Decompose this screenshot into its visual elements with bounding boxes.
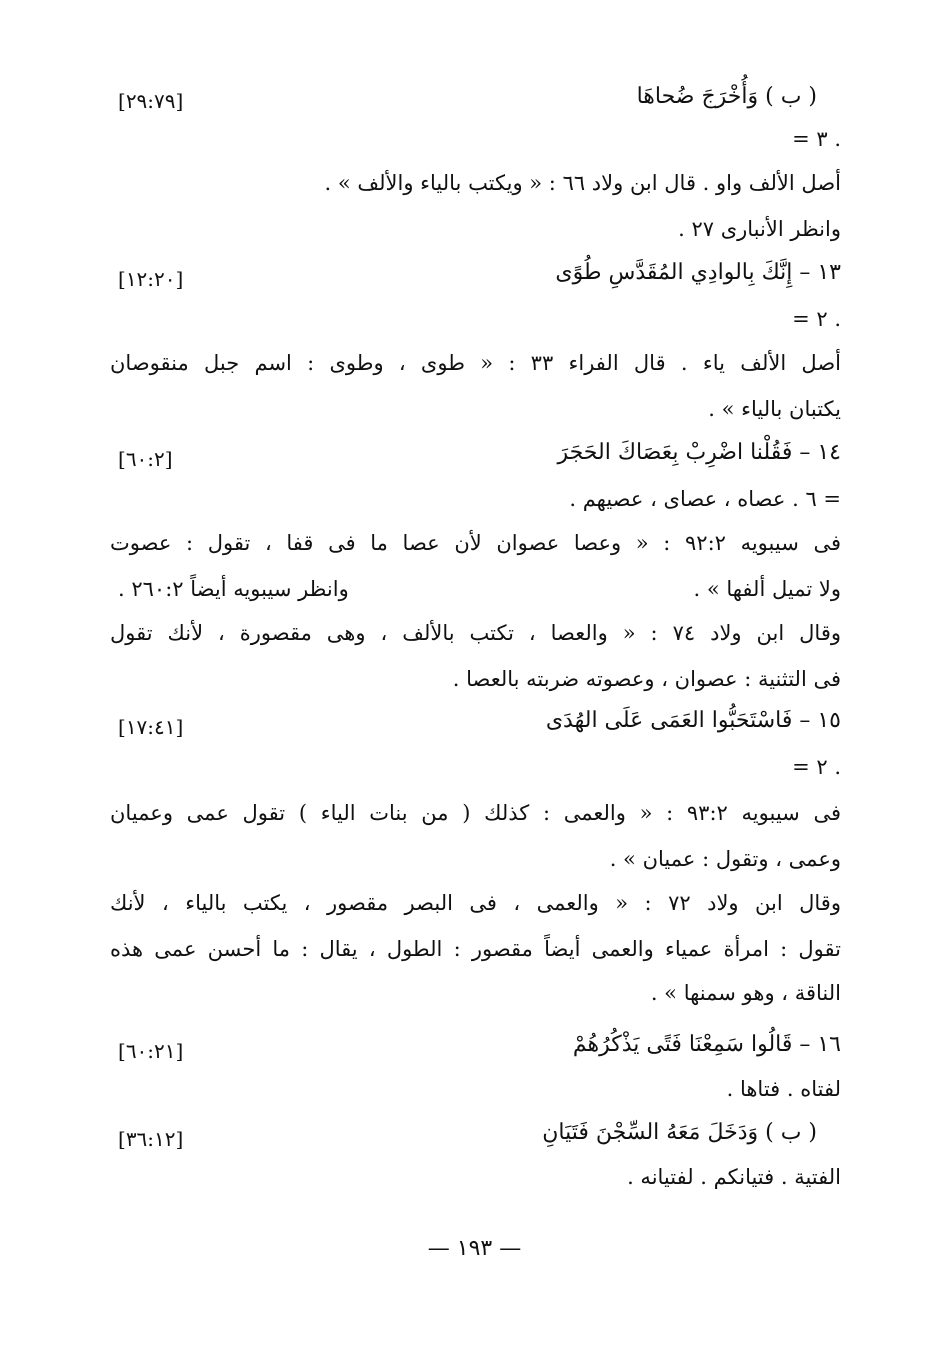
text-line: تقول : امرأة عمياء والعمى أيضاً مقصور : الطول ، يقال : ما أحسن عمى هذه	[110, 937, 841, 961]
verse-reference: [١٧:٤١]	[118, 715, 184, 739]
text-line: وانظر الأنبارى ٢٧ .	[678, 217, 841, 241]
verse-line: ١٥ – فَاسْتَحَبُّوا العَمَى عَلَى الهُدَى	[545, 708, 841, 733]
verse-line: ١٤ – فَقُلْنا اضْرِبْ بِعَصَاكَ الحَجَرَ	[557, 440, 841, 465]
verse-reference: [١٢:٢٠]	[118, 267, 184, 291]
verse-reference: [٦٠:٢١]	[118, 1039, 184, 1063]
verse-line: ١٣ – إِنَّكَ بِالوادِي المُقَدَّسِ طُوًى	[555, 260, 841, 285]
verse-line: ( ب ) وَدَخَلَ مَعَهُ السِّجْنَ فَتَيَانِ	[542, 1120, 817, 1145]
text-line: = ٢ .	[792, 307, 841, 331]
text-line: = ٦ . عصاه ، عصاى ، عصيهم .	[569, 487, 841, 511]
verse-reference: [٢٩:٧٩]	[118, 89, 184, 113]
text-line: وقال ابن ولاد ٧٢ : « والعمى ، فى البصر مقصور ، يكتب بالياء ، لأنك	[110, 891, 841, 915]
text-line: لفتاه . فتاها .	[726, 1077, 841, 1101]
text-line: يكتبان بالياء » .	[708, 397, 841, 421]
cross-reference: وانظر سيبويه أيضاً ٢٦٠:٢ .	[118, 577, 349, 601]
text-line: وعمى ، وتقول : عميان » .	[609, 847, 841, 871]
text-line: = ٢ .	[792, 755, 841, 779]
text-line: ولا تميل ألفها » .	[693, 577, 841, 601]
verse-line: ١٦ – قَالُوا سَمِعْنَا فَتًى يَذْكُرُهُمْ	[572, 1032, 841, 1057]
verse-reference: [٣٦:١٢]	[118, 1127, 184, 1151]
text-line: = ٣ .	[792, 127, 841, 151]
page-number: — ١٩٣ —	[427, 1236, 522, 1261]
text-line: فى سيبويه ٩٣:٢ : « والعمى : كذلك ( من بنات الياء ) تقول عمى وعميان	[110, 801, 841, 825]
text-line: الناقة ، وهو سمنها » .	[650, 981, 841, 1005]
text-line: فى سيبويه ٩٢:٢ : « وعصا عصوان لأن عصا ما فى قفا ، تقول : عصوت	[110, 531, 841, 555]
text-line: أصل الألف ياء . قال الفراء ٣٣ : « طوى ، وطوى : اسم جبل منقوصان	[110, 351, 841, 375]
verse-reference: [٦٠:٢]	[118, 447, 173, 471]
text-line: الفتية . فتيانكم . لفتيانه .	[627, 1165, 841, 1189]
text-line: فى التثنية : عصوان ، وعصوته ضربته بالعصا .	[452, 667, 841, 691]
text-line: أصل الألف واو . قال ابن ولاد ٦٦ : « ويكتب بالياء والألف » .	[324, 171, 841, 195]
text-line: وقال ابن ولاد ٧٤ : « والعصا ، تكتب بالألف ، وهى مقصورة ، لأنك تقول	[110, 621, 841, 645]
verse-line: ( ب ) وَأُخْرَجَ ضُحاهَا	[636, 84, 817, 109]
